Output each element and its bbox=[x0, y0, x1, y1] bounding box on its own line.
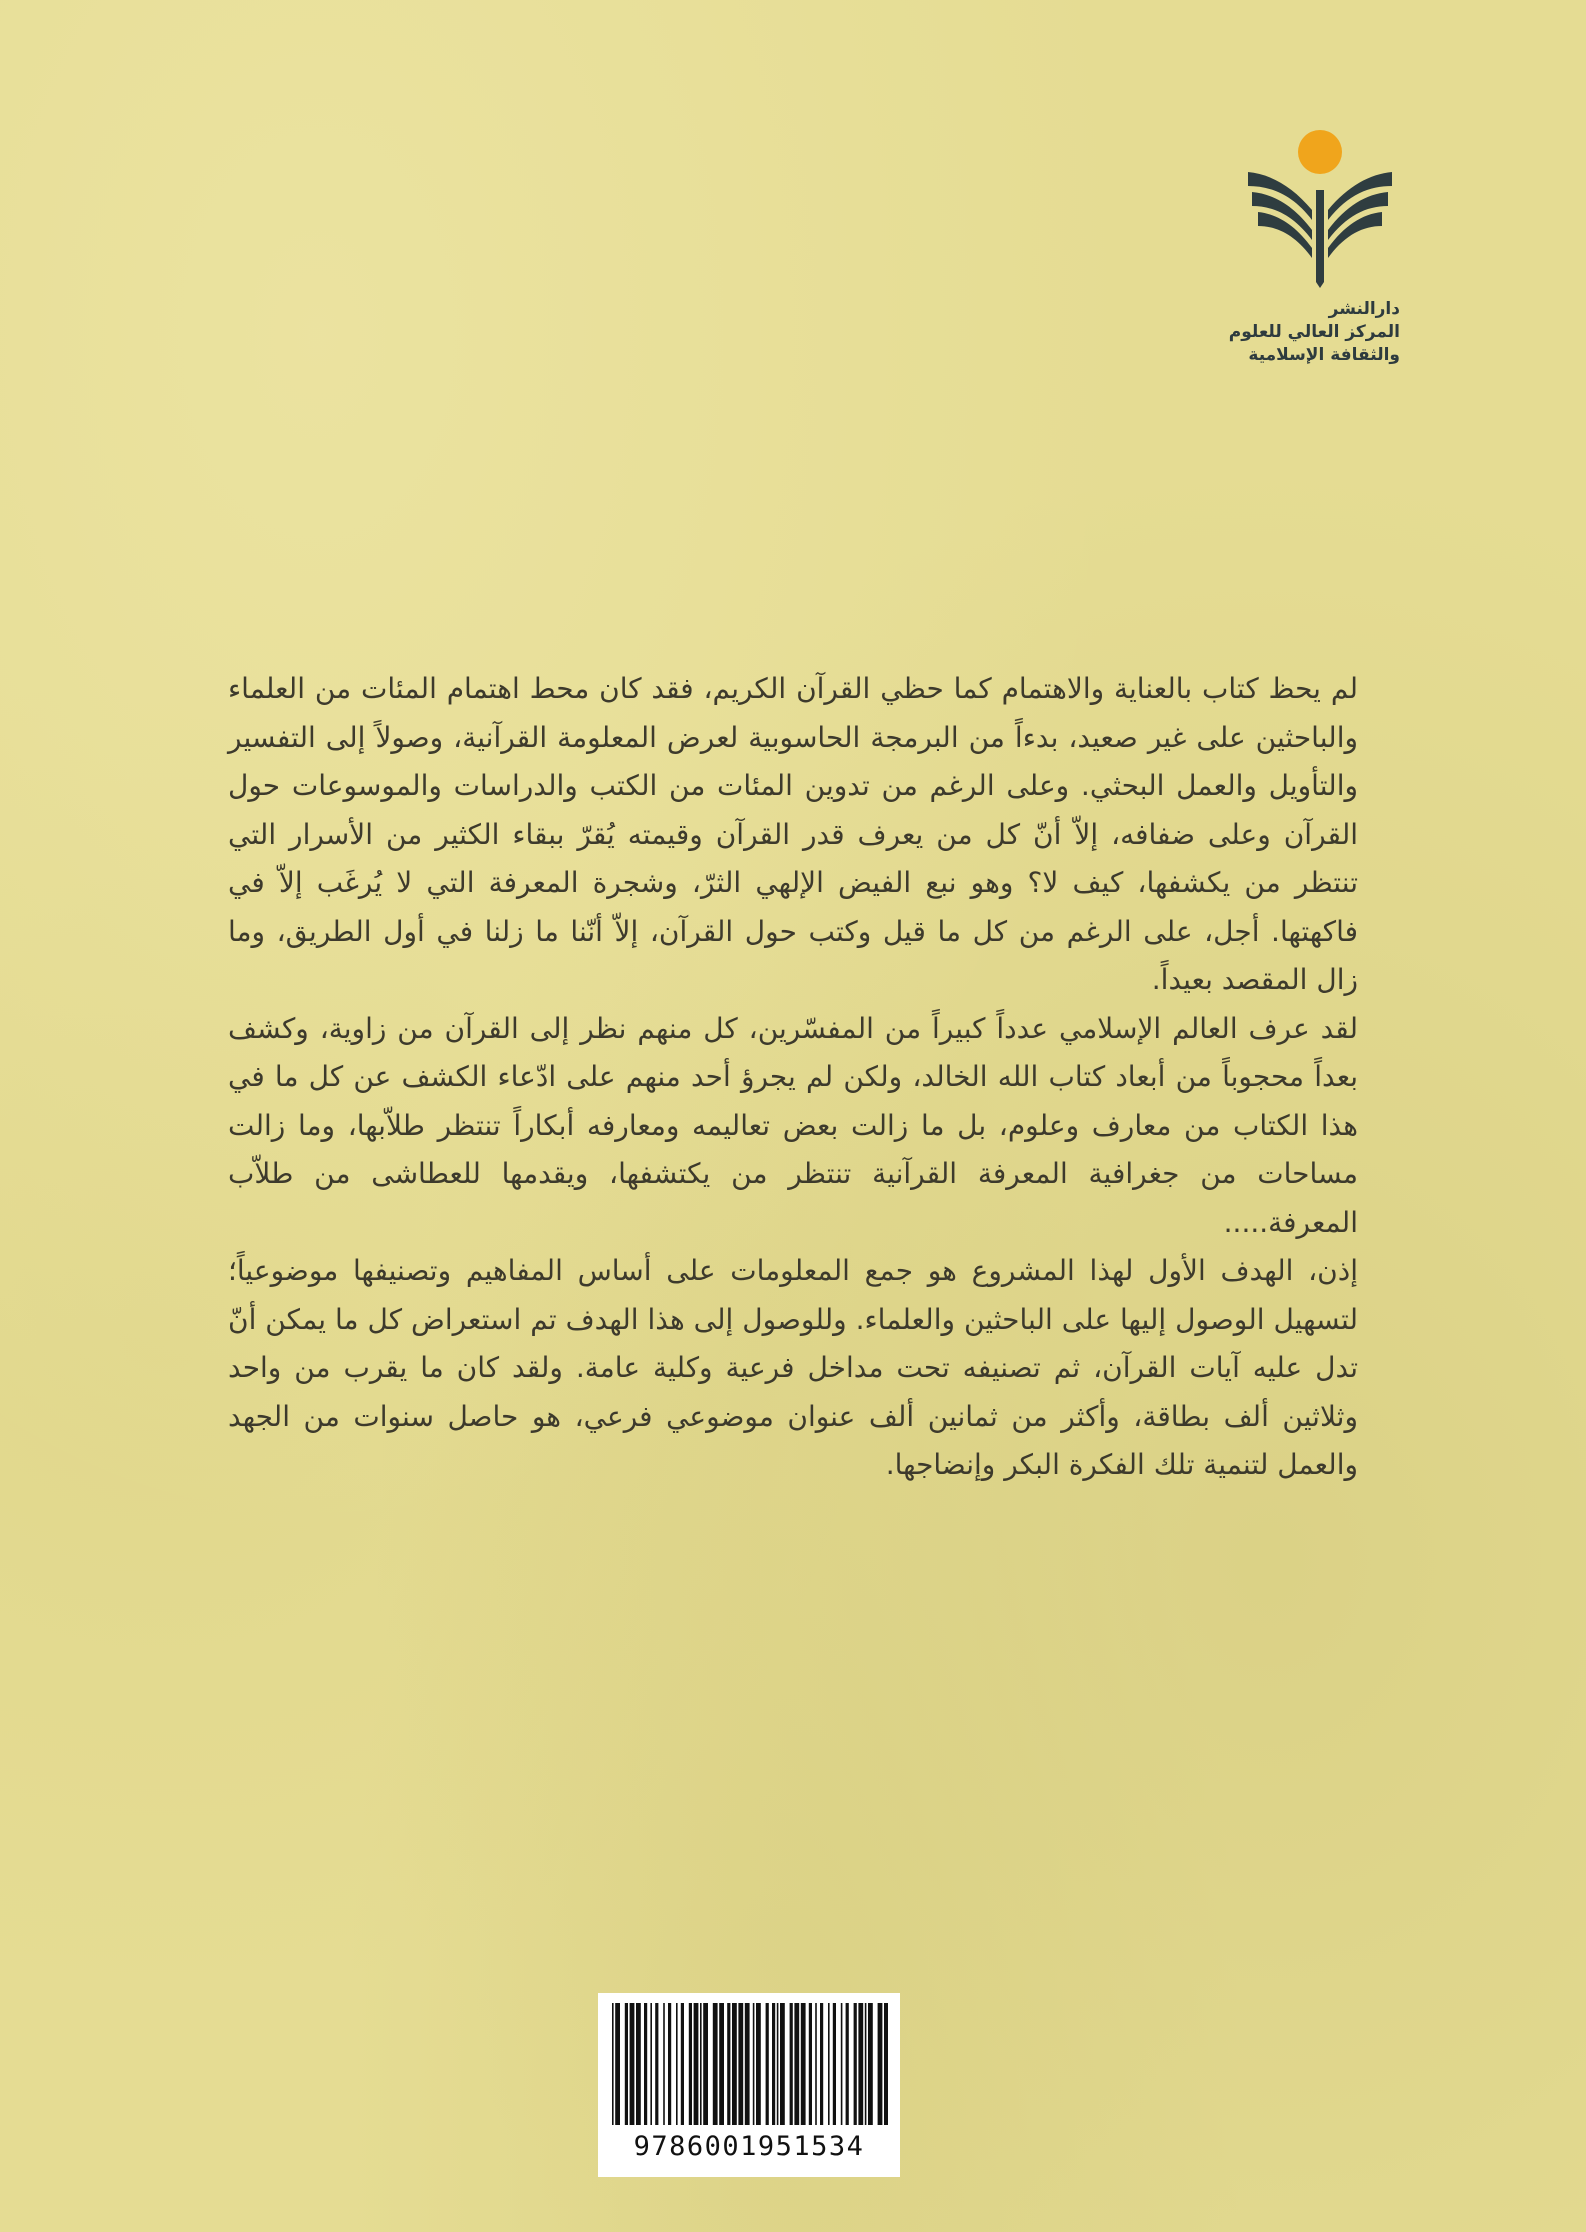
barcode-bar bbox=[854, 2003, 857, 2125]
back-cover-blurb bbox=[228, 665, 1358, 1490]
barcode-bar bbox=[828, 2003, 830, 2125]
barcode-bar bbox=[780, 2003, 785, 2125]
barcode-bar bbox=[700, 2003, 702, 2125]
publisher-line-3: والثقافة الإسلامية bbox=[1248, 345, 1400, 365]
barcode-bar bbox=[681, 2003, 684, 2125]
barcode-bar bbox=[865, 2003, 867, 2125]
barcode-bar bbox=[790, 2003, 793, 2125]
barcode-bar bbox=[833, 2003, 836, 2125]
barcode-bar bbox=[668, 2003, 671, 2125]
barcode-bar bbox=[703, 2003, 708, 2125]
barcode-bar bbox=[636, 2003, 641, 2125]
publisher-line-1: دارالنشر bbox=[1328, 299, 1400, 319]
barcode-bar bbox=[676, 2003, 678, 2125]
open-book-sun-icon bbox=[1240, 130, 1400, 290]
publisher-line-2: المركز العالي للعلوم bbox=[1228, 322, 1400, 342]
barcode-bar bbox=[689, 2003, 692, 2125]
barcode-bar bbox=[650, 2003, 652, 2125]
barcode-bar bbox=[630, 2003, 635, 2125]
barcode-bars-icon bbox=[610, 2003, 888, 2125]
blurb-paragraph-1: لم يحظ كتاب بالعناية والاهتمام كما حظي القرآن الكريم، فقد كان محط اهتمام المئات من العلماء والباحثين على غير صعيد، بدءاً من البرمجة الحاسوبية لعرض المعلومة القرآنية، وصولاً إلى التفسير والتأويل والعمل البحثي. وعلى الرغم من تدوين المئات من الكتب والدراسات والموسوعات حول القرآن وعلى ضفافه، إلاّ أنّ كل من يعرف قدر القرآن وقيمته يُقرّ ببقاء الكثير من الأسرار التي تنتظر من يكشفها، كيف لا؟ وهو نبع الفيض الإلهي الثرّ، وشجرة المعرفة التي لا يُرغَب إلاّ في فاكهتها. أجل، على الرغم من كل ما قيل وكتب حول القرآن، إلاّ أنّنا ما زلنا في أول الطريق، وما زال المقصد بعيداً. bbox=[228, 672, 1358, 996]
barcode-bar bbox=[612, 2003, 614, 2125]
isbn-digits: 9786001951534 bbox=[633, 2131, 865, 2162]
barcode-bar bbox=[753, 2003, 755, 2125]
barcode-bar bbox=[772, 2003, 775, 2125]
barcode-bar bbox=[884, 2003, 888, 2125]
isbn-barcode bbox=[598, 1993, 900, 2177]
barcode-bar bbox=[846, 2003, 849, 2125]
barcode-bar bbox=[663, 2003, 665, 2125]
blurb-paragraph-2: لقد عرف العالم الإسلامي عدداً كبيراً من المفسّرين، كل منهم نظر إلى القرآن من زاوية، وكشف بعداً محجوباً من أبعاد كتاب الله الخالد، ولكن لم يجرؤ أحد منهم على ادّعاء الكشف عن كل ما في هذا الكتاب من معارف وعلوم، بل ما زالت بعض تعاليمه ومعارفه أبكاراً تنتظر طلاّبها، وما زالت مساحات من جغرافية المعرفة القرآنية تنتظر من يكتشفها، ويقدمها للعطاشى من طلاّب المعرفة..... bbox=[228, 1011, 1358, 1239]
barcode-bar bbox=[878, 2003, 883, 2125]
barcode-bar bbox=[655, 2003, 658, 2125]
barcode-bar bbox=[713, 2003, 718, 2125]
barcode-bar bbox=[727, 2003, 730, 2125]
barcode-bar bbox=[738, 2003, 743, 2125]
barcode-bar bbox=[719, 2003, 724, 2125]
blurb-paragraph-3: إذن، الهدف الأول لهذا المشروع هو جمع المعلومات على أساس المفاهيم وتصنيفها موضوعياً؛ لتسهيل الوصول إليها على الباحثين والعلماء. وللوصول إلى هذا الهدف تم استعراض كل ما يمكن أنّ تدل عليه آيات القرآن، ثم تصنيفه تحت مداخل فرعية وكلية عامة. ولقد كان ما يقرب من واحد وثلاثين ألف بطاقة، وأكثر من ثمانين ألف عنوان موضوعي فرعي، هو حاصل سنوات من الجهد والعمل لتنمية تلك الفكرة البكر وإنضاجها. bbox=[228, 1254, 1358, 1481]
barcode-bar bbox=[777, 2003, 779, 2125]
barcode-bar bbox=[815, 2003, 817, 2125]
barcode-bar bbox=[766, 2003, 769, 2125]
barcode-bar bbox=[801, 2003, 806, 2125]
barcode-bar bbox=[694, 2003, 699, 2125]
barcode-bar bbox=[858, 2003, 863, 2125]
barcode-bar bbox=[625, 2003, 628, 2125]
barcode-bar bbox=[615, 2003, 620, 2125]
publisher-logo bbox=[1228, 130, 1400, 380]
barcode-bar bbox=[745, 2003, 750, 2125]
barcode-bar bbox=[809, 2003, 812, 2125]
barcode-bar bbox=[756, 2003, 761, 2125]
publisher-name bbox=[1228, 298, 1400, 367]
barcode-bar bbox=[732, 2003, 737, 2125]
barcode-bar bbox=[820, 2003, 823, 2125]
barcode-bar bbox=[841, 2003, 843, 2125]
barcode-bar bbox=[868, 2003, 873, 2125]
barcode-bar bbox=[794, 2003, 799, 2125]
barcode-bar bbox=[644, 2003, 647, 2125]
